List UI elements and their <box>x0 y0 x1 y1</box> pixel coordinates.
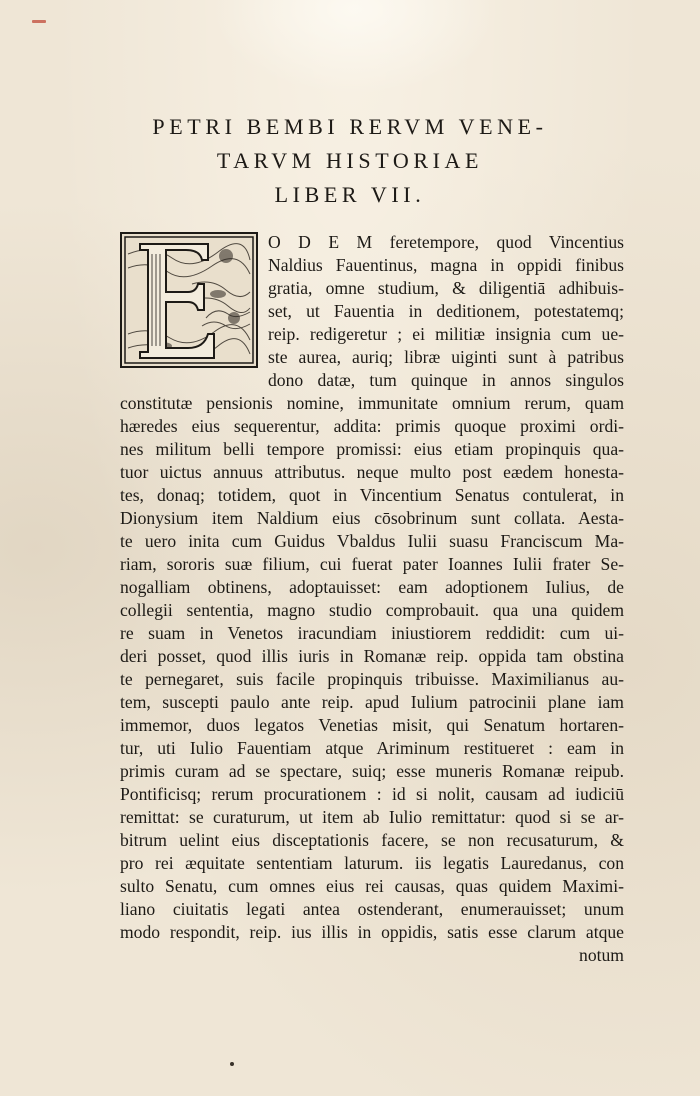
text-line: constitutæ pensionis nomine, immunitate omnium rerum, quam <box>120 393 624 413</box>
text-line: primis curam ad se spectare, suiq; esse muneris Romanæ reipub. <box>120 761 624 781</box>
drop-cap-E <box>120 232 258 368</box>
text-line: dono datæ, tum quinque in annos singulos <box>268 370 624 390</box>
text-line: tes, donaq; totidem, quot in Vincentium Senatus contulerat, in <box>120 485 624 505</box>
text-line: gratia, omne studium, & diligentiā adhibuis- <box>268 278 624 298</box>
text-line: bitrum uelint eius disceptationis facere, se non recusaturum, & <box>120 830 624 850</box>
text-line: Pontificisq; rerum procurationem : id si nolit, causam ad iudiciū <box>120 784 624 804</box>
text-line: pro rei æquitate sententiam laturum. iis legatis Lauredanus, con <box>120 853 624 873</box>
text-line: ste aurea, auriq; libræ uiginti sunt à patribus <box>268 347 624 367</box>
woodcut-ornamented-initial-E <box>122 234 256 366</box>
red-ink-mark <box>32 20 46 23</box>
catchword: notum <box>579 945 624 965</box>
text-line: nes militum belli tempore promissi: eius etiam propinquis qua- <box>120 439 624 459</box>
text-line: reip. redigeretur ; ei militiæ insignia cum ue- <box>268 324 624 344</box>
text-line: tuor uictus annuus attributus. neque multo post eædem honesta- <box>120 462 624 482</box>
text-line: riam, sororis suæ filium, cui fuerat pater Ioannes Iulii frater Se- <box>120 554 624 574</box>
title-line-2: TARVM HISTORIAE <box>216 148 484 173</box>
text-line: tem, suscepti paulo ante reip. apud Iulium patrocinii plane iam <box>120 692 624 712</box>
text-line: re suam in Venetos iracundiam iniustiorem reddidit: cum ui- <box>120 623 624 643</box>
text-line: remittat: se curaturum, ut item ab Iulio remittatur: quod si se ar- <box>120 807 624 827</box>
text-line: Dionysium item Naldium eius cōsobrinum sunt collata. Aesta- <box>120 508 624 528</box>
text-line: immemor, duos legatos Venetias misit, qui Senatum hortaren- <box>120 715 624 735</box>
printer-dot <box>230 1062 234 1066</box>
paper-stain <box>210 0 500 95</box>
text-line: te pernegaret, suis facile propinquis tribuisse. Maximilianus au- <box>120 669 624 689</box>
text-line: te uero inita cum Guidus Vbaldus Iulii suasu Franciscum Ma- <box>120 531 624 551</box>
text-line: O D E M feretempore, quod Vincentius <box>268 232 624 252</box>
text-line: modo respondit, reip. ius illis in oppidis, satis esse clarum atque <box>120 922 624 942</box>
text-line: collegii sententia, magno studio comprobauit. qua una quidem <box>120 600 624 620</box>
text-line: liano ciuitatis legati antea ostenderant, enumerauisset; unum <box>120 899 624 919</box>
text-line: set, ut Fauentia in deditionem, potestatemq; <box>268 301 624 321</box>
text-line: nogalliam obtinens, adoptauisset: eam adoptionem Iulius, de <box>120 577 624 597</box>
title-line-3: LIBER VII. <box>274 182 426 207</box>
text-line: Naldius Fauentinus, magna in oppidi finibus <box>268 255 624 275</box>
text-line: deri posset, quod illis iuris in Romanæ reip. oppida tam obstina <box>120 646 624 666</box>
text-line: tur, uti Iulio Fauentiam atque Ariminum restitueret : eam in <box>120 738 624 758</box>
text-line: sulto Senatu, cum omnes eius rei causas, quas quidem Maximi- <box>120 876 624 896</box>
title-line-1: PETRI BEMBI RERVM VENE- <box>152 114 548 139</box>
text-line: hæredes eius sequerentur, addita: primis quoque proximi ordi- <box>120 416 624 436</box>
